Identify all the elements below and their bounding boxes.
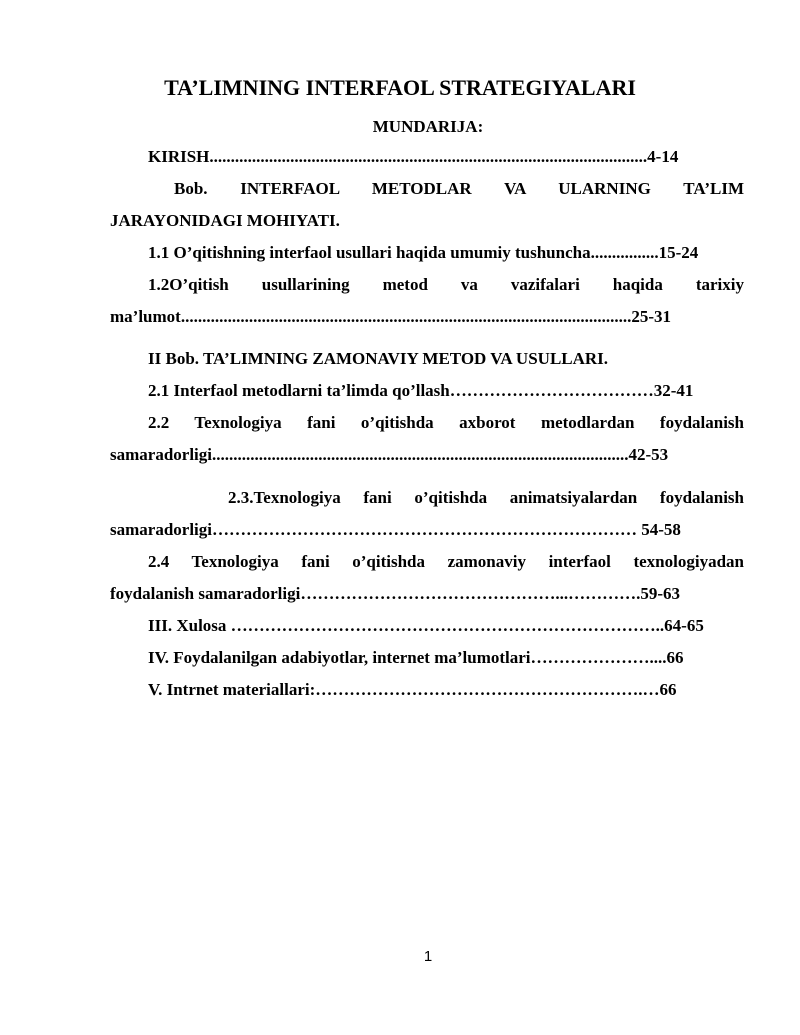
toc-entry-1-2: [110, 269, 744, 333]
toc-entry-text: II Bob. TA’LIMNING ZAMONAVIY METOD VA USULLARI.: [148, 349, 609, 368]
toc-entry-1-1: [110, 237, 744, 269]
toc-entry-chapter-2: [110, 343, 744, 375]
toc-entry-text: V. Intrnet materiallari:………………………………………………….…66: [148, 680, 677, 699]
toc-entry-text: KIRISH.......................................................................................................4-14: [148, 147, 679, 166]
toc-entry-text-continued: JARAYONIDAGI MOHIYATI.: [110, 211, 340, 230]
toc-entry-text-continued: foydalanish samaradorligi………………………………………...………….59-63: [110, 584, 680, 603]
toc-entry-text-continued: ma’lumot..........................................................................................................25-31: [110, 307, 671, 326]
toc-entry-kirish: [110, 141, 744, 173]
toc-entry-2-1: [110, 375, 744, 407]
toc-entry-2-2: [110, 407, 744, 471]
toc-entry-text: 2.3.Texnologiya fani o’qitishda animatsiyalardan foydalanish: [228, 488, 744, 507]
toc-entry-text-continued: samaradorligi………………………………………………………………… 54-58: [110, 520, 681, 539]
toc-entry-text: 2.1 Interfaol metodlarni ta’limda qo’llash………………………………32-41: [148, 381, 694, 400]
page-number: 1: [423, 948, 433, 965]
toc-entry-text: Bob. INTERFAOL METODLAR VA ULARNING TA’LIM: [174, 179, 744, 198]
toc-entry-references: [110, 642, 744, 674]
toc-entry-text: 2.2 Texnologiya fani o’qitishda axborot metodlardan foydalanish: [148, 413, 744, 432]
toc-entry-chapter-1: [110, 173, 744, 237]
toc-heading: MUNDARIJA:: [372, 117, 484, 136]
toc-entry-conclusion: [110, 610, 744, 642]
toc-entry-2-3: [110, 482, 744, 546]
toc-entry-text: 1.1 O’qitishning interfaol usullari haqida umumiy tushuncha................15-24: [148, 243, 699, 262]
toc-entry-internet-materials: [110, 674, 744, 706]
toc-entry-text: III. Xulosa …………………………………………………………………..64-65: [148, 616, 704, 635]
document-title: TA’LIMNING INTERFAOL STRATEGIYALARI: [164, 75, 636, 100]
toc-entry-text: 2.4 Texnologiya fani o’qitishda zamonaviy interfaol texnologiyadan: [148, 552, 744, 571]
toc-entry-2-4: [110, 546, 744, 610]
toc-entry-text: IV. Foydalanilgan adabiyotlar, internet ma’lumotlari…………………....66: [148, 648, 684, 667]
toc-entry-text-continued: samaradorligi..................................................................................................42-53: [110, 445, 669, 464]
toc-entry-text: 1.2O’qitish usullarining metod va vazifalari haqida tarixiy: [148, 275, 744, 294]
